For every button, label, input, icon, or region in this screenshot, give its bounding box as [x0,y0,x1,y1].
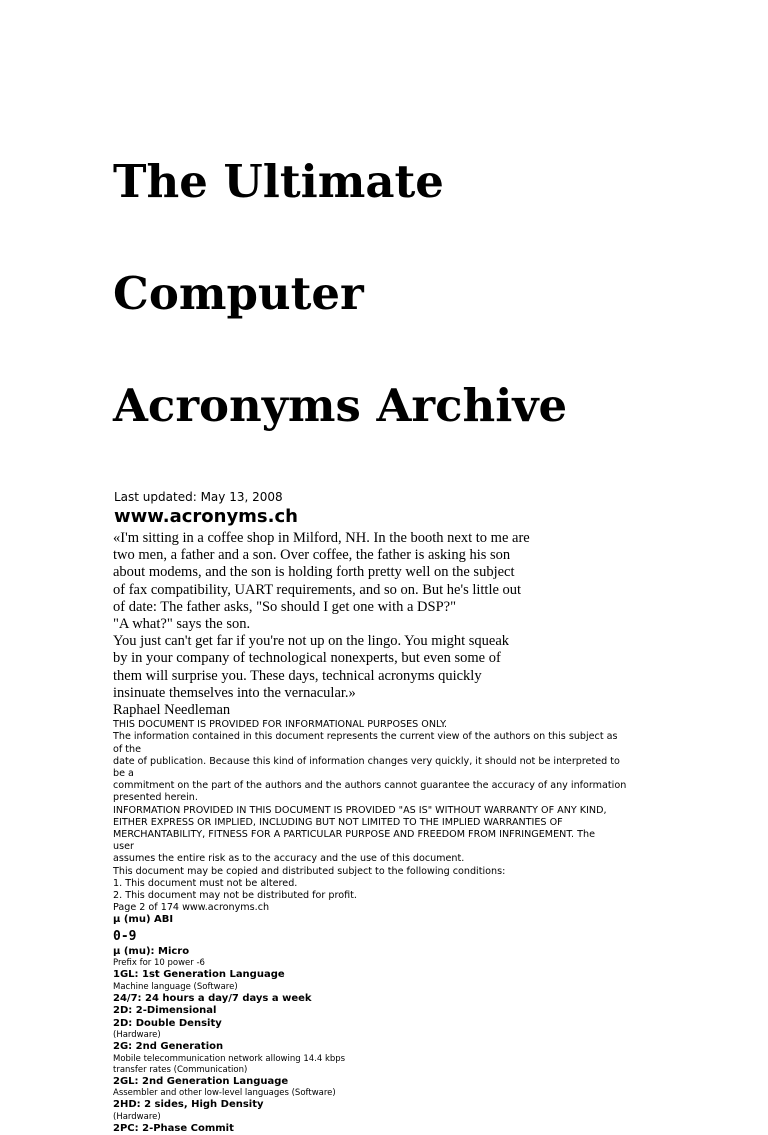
acronym-list [113,946,658,1135]
quote-line: about modems, and the son is holding forth pretty well on the subject [113,564,515,581]
acronym-entry [113,1076,658,1100]
running-header: µ (mu) ABI [113,914,174,926]
acronym-term: 24/7: 24 hours a day/7 days a week [113,992,312,1004]
acronym-entry [113,946,658,970]
acronym-entry [113,969,658,993]
acronym-term: 1GL: 1st Generation Language [113,969,285,981]
quote-line: "A what?" says the son. [113,616,251,633]
acronym-description: (Hardware) [113,1030,161,1041]
acronym-description: Mobile telecommunication network allowing 14.4 kbps [113,1053,346,1064]
acronym-term: µ (mu): Micro [113,945,190,957]
quote-line: «I'm sitting in a coffee shop in Milford, NH. In the booth next to me are [113,530,530,546]
quote-author: Raphael Needleman [113,702,231,719]
acronym-description: Prefix for 10 power -6 [113,958,205,969]
website-link[interactable]: www.acronyms.ch [114,506,298,527]
acronym-entry [113,1041,658,1076]
acronym-term: 2HD: 2 sides, High Density [113,1099,264,1111]
acronym-term: 2GL: 2nd Generation Language [113,1075,289,1087]
acronym-description: Assembler and other low-level languages (Software) [113,1088,336,1099]
disclaimer-line: The information contained in this document represents the current view of the authors on this subject as [113,731,618,743]
acronym-entry [113,1005,658,1018]
page-footer: Page 2 of 174 www.acronyms.ch [113,902,270,914]
section-heading: 0-9 [113,928,137,944]
quote-line: by in your company of technological nonexperts, but even some of [113,650,501,667]
acronym-term: 2PC: 2-Phase Commit [113,1122,234,1134]
quote-line: two men, a father and a son. Over coffee, the father is asking his son [113,547,511,564]
disclaimer-line: commitment on the part of the authors and the authors cannot guarantee the accuracy of any information [113,780,627,792]
acronym-term: 2D: 2-Dimensional [113,1005,217,1017]
title-line: Acronyms Archive [113,379,568,432]
quote-line: insinuate themselves into the vernacular.» [113,684,356,701]
title-line: The Ultimate [113,155,444,208]
disclaimer-line: of the [113,743,142,755]
acronym-entry [113,1123,658,1135]
acronym-entry [113,1018,658,1042]
disclaimer-line: presented herein. [113,792,198,804]
acronym-term: 2G: 2nd Generation [113,1041,224,1053]
disclaimer-line: user [113,841,134,853]
document-title [113,98,658,490]
quote-line: of date: The father asks, "So should I get one with a DSP?" [113,598,456,615]
disclaimer-line: 2. This document may not be distributed for profit. [113,890,357,902]
disclaimer-line: be a [113,768,134,780]
disclaimer-line: 1. This document must not be altered. [113,877,298,889]
acronym-term: 2D: Double Density [113,1017,222,1029]
title-line: Computer [113,267,364,320]
disclaimer-line: date of publication. Because this kind of information changes very quickly, it should not be interpreted to [113,755,620,767]
quote-line: You just can't get far if you're not up on the lingo. You might squeak [113,633,510,650]
disclaimer-line: This document may be copied and distributed subject to the following conditions: [113,865,506,877]
acronym-entry [113,1099,658,1123]
acronym-description: transfer rates (Communication) [113,1064,248,1075]
disclaimer-line: THIS DOCUMENT IS PROVIDED FOR INFORMATIONAL PURPOSES ONLY. [113,719,448,731]
disclaimer-line: assumes the entire risk as to the accuracy and the use of this document. [113,853,465,865]
acronym-description: (Hardware) [113,1111,161,1122]
quote-block [113,530,658,719]
disclaimer-line: MERCHANTABILITY, FITNESS FOR A PARTICULAR PURPOSE AND FREEDOM FROM INFRINGEMENT. The [113,829,595,841]
acronym-entry [113,993,658,1006]
disclaimer-line: INFORMATION PROVIDED IN THIS DOCUMENT IS PROVIDED "AS IS" WITHOUT WARRANTY OF ANY KIND, [113,804,607,816]
disclaimer-line: EITHER EXPRESS OR IMPLIED, INCLUDING BUT NOT LIMITED TO THE IMPLIED WARRANTIES OF [113,816,563,828]
quote-line: them will surprise you. These days, technical acronyms quickly [113,667,482,684]
quote-line: of fax compatibility, UART requirements, and so on. But he's little out [113,581,522,598]
last-updated: Last updated: May 13, 2008 [114,490,283,504]
acronym-description: Machine language (Software) [113,981,238,992]
document-page [113,98,658,1135]
disclaimer-block [113,719,658,902]
